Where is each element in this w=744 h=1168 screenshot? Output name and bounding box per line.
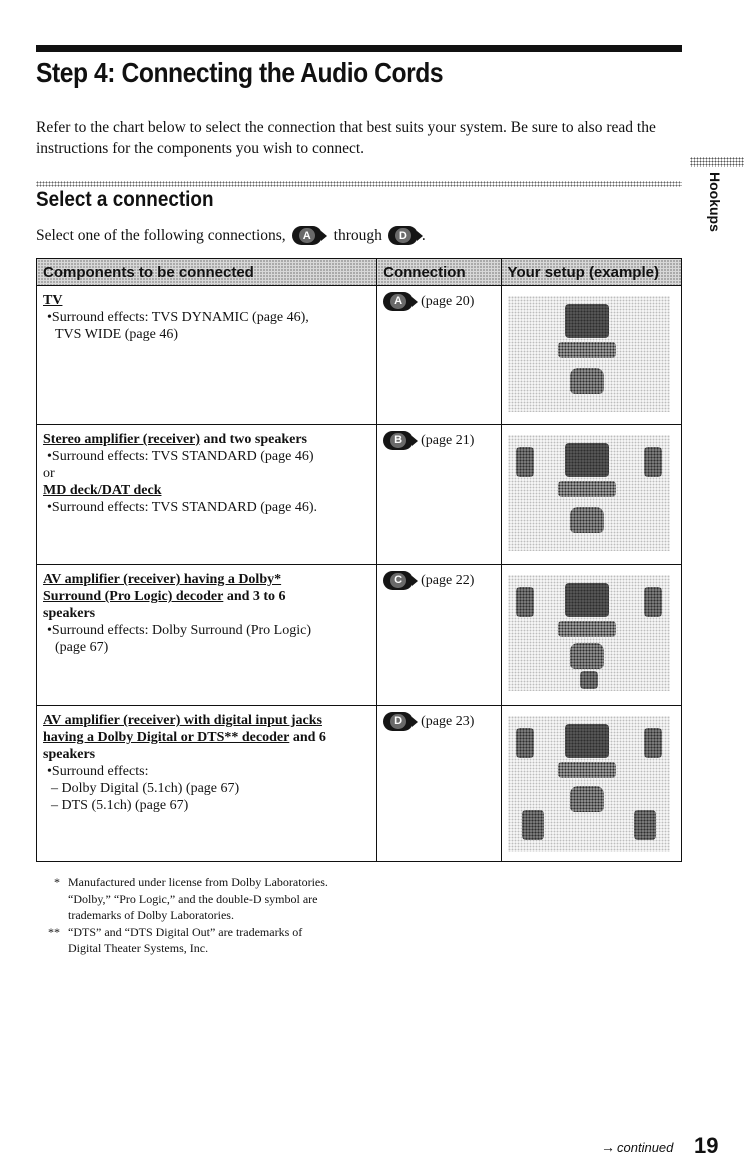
section-rule [36,181,682,187]
badge-d-icon: D [383,712,413,731]
header-components: Components to be connected [37,259,377,286]
select-text-middle: through [333,226,382,244]
effect-bullet-2: • Surround effects: TVS STANDARD (page 46). [43,499,370,516]
effect-bullet: • Surround effects: TVS STANDARD (page 46) [43,448,370,465]
components-cell [37,286,377,425]
front-left-speaker-icon [516,728,534,758]
system-unit-icon [558,621,616,637]
header-connection: Connection [377,259,501,286]
page-number: 19 [694,1133,719,1158]
system-unit-icon [558,762,616,778]
footnotes [36,874,336,957]
setup-diagram-c [508,575,670,691]
header-setup: Your setup (example) [501,259,681,286]
front-right-speaker-icon [644,728,662,758]
side-tab-bar [690,157,744,167]
component-title: AV amplifier (receiver) with digital input jacks [43,713,322,728]
badge-c-icon: C [383,571,413,590]
table-row-c [37,565,682,706]
top-rule [36,45,682,52]
rear-left-speaker-icon [522,810,544,840]
setup-diagram-d [508,716,670,852]
system-unit-icon [558,481,616,497]
setup-diagram-b [508,435,670,551]
component-title: TV [43,293,63,308]
front-right-speaker-icon [644,587,662,617]
connection-cell [377,565,501,706]
setup-cell [501,286,681,425]
listener-seat-icon [570,507,604,533]
table-header-row [37,259,682,286]
footnote-dolby: * Manufactured under license from Dolby Laboratories. “Dolby,” “Pro Logic,” and the double-D symbol are trademarks of Dolby Laboratories. [54,875,328,922]
table-row-d [37,706,682,862]
effect-bullet: • Surround effects: [43,763,370,780]
component-title-cont: and two speakers [203,432,308,447]
listener-seat-icon [570,643,604,669]
system-unit-icon [558,342,616,358]
listener-seat-icon [570,368,604,394]
rear-speaker-icon [580,671,598,689]
connection-table [36,258,682,862]
connection-page: (page 20) [421,294,475,309]
continued-label: → continued [601,1139,674,1155]
component-title-line3: speakers [43,606,96,621]
tv-icon [565,583,609,617]
front-left-speaker-icon [516,587,534,617]
setup-cell [501,565,681,706]
components-cell [37,706,377,862]
select-text-end: . [421,226,426,244]
arrow-right-icon: → [601,1139,615,1155]
connection-page: (page 21) [421,433,475,448]
select-text-before: Select one of the following connections, [36,226,286,244]
setup-diagram-a [508,296,670,412]
listener-seat-icon [570,786,604,812]
components-cell [37,565,377,706]
badge-a-icon: A [383,292,413,311]
footnote-dts: ** “DTS” and “DTS Digital Out” are trademarks of Digital Theater Systems, Inc. [48,924,303,955]
connection-cell [377,286,501,425]
component-title-line2: having a Dolby Digital or DTS** decoder [43,730,290,745]
component-title-2: MD deck/DAT deck [43,483,162,498]
badge-b-icon: B [383,431,413,450]
connection-page: (page 23) [421,714,475,729]
section-title: Select a connection [36,188,214,211]
table-row-a [37,286,682,425]
component-title: AV amplifier (receiver) having a Dolby* [43,572,282,587]
badge-d-icon: D [388,226,418,245]
intro-paragraph: Refer to the chart below to select the connection that best suits your system. Be sure to also read the instructions for the components you wish to connect. [36,119,656,157]
effect-bullet: • Surround effects: TVS DYNAMIC (page 46), TVS WIDE (page 46) [43,309,370,343]
badge-a-icon: A [292,226,322,245]
page-title: Step 4: Connecting the Audio Cords [36,57,444,88]
tv-icon [565,304,609,338]
front-right-speaker-icon [644,447,662,477]
connection-page: (page 22) [421,573,475,588]
setup-cell [501,706,681,862]
effect-sub-item: – DTS (5.1ch) (page 67) [51,798,189,813]
component-title-line2b: and 3 to 6 [226,589,286,604]
tv-icon [565,724,609,758]
component-title-line2: Surround (Pro Logic) decoder [43,589,224,604]
component-title: Stereo amplifier (receiver) [43,432,201,447]
component-title-line2b: and 6 [292,730,326,745]
effect-bullet: • Surround effects: Dolby Surround (Pro Logic) (page 67) [43,622,370,656]
components-cell [37,425,377,565]
tv-icon [565,443,609,477]
component-title-line3: speakers [43,747,96,762]
table-row-b [37,425,682,565]
connection-cell [377,706,501,862]
effect-sub-item: – Dolby Digital (5.1ch) (page 67) [51,781,240,796]
side-tab-hookups: Hookups [707,172,723,232]
select-instruction [36,226,426,245]
setup-cell [501,425,681,565]
front-left-speaker-icon [516,447,534,477]
or-text: or [43,466,55,481]
connection-cell [377,425,501,565]
rear-right-speaker-icon [634,810,656,840]
